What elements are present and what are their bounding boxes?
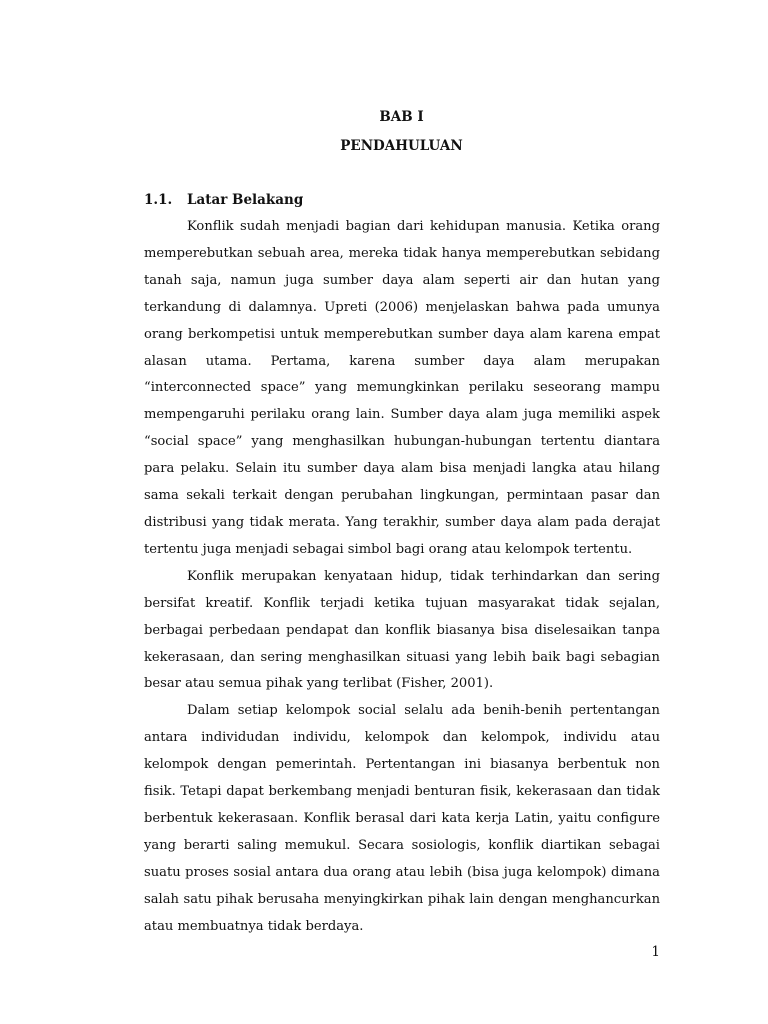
- paragraph: Dalam setiap kelompok social selalu ada benih-benih pertentangan antara individudan individu, kelompok dan kelompok, individu atau kelompok dengan pemerintah. Pertentangan ini biasanya berbentuk non fisik. Tetapi dapat berkembang menjadi benturan fisik, kekerasaan dan tidak berbentuk kekerasaan. Konflik berasal dari kata kerja Latin, yaitu configure yang berarti saling memukul. Secara sosiologis, konflik diartikan sebagai suatu proses sosial antara dua orang atau lebih (bisa juga kelompok) dimana salah satu pihak berusaha menyingkirkan pihak lain dengan menghancurkan atau membuatnya tidak berdaya.: [144, 703, 660, 934]
- body-text: [144, 214, 660, 940]
- paragraph: Konflik merupakan kenyataan hidup, tidak terhindarkan dan sering bersifat kreatif. Konflik terjadi ketika tujuan masyarakat tidak sejalan, berbagai perbedaan pendapat dan konflik biasanya bisa diselesaikan tanpa kekerasaan, dan sering menghasilkan situasi yang lebih baik bagi sebagian besar atau semua pihak yang terlibat (Fisher, 2001).: [144, 568, 660, 692]
- paragraph: Konflik sudah menjadi bagian dari kehidupan manusia. Ketika orang memperebutkan sebuah area, mereka tidak hanya memperebutkan sebidang tanah saja, namun juga sumber daya alam seperti air dan hutan yang terkandung di dalamnya. Upreti (2006) menjelaskan bahwa pada umunya orang berkompetisi untuk memperebutkan sumber daya alam karena empat alasan utama. Pertama, karena sumber daya alam merupakan “interconnected space” yang memungkinkan perilaku seseorang mampu mempengaruhi perilaku orang lain. Sumber daya alam juga memiliki aspek “social space” yang menghasilkan hubungan-hubungan tertentu diantara para pelaku. Selain itu sumber daya alam bisa menjadi langka atau hilang sama sekali terkait dengan perubahan lingkungan, permintaan pasar dan distribusi yang tidak merata. Yang terakhir, sumber daya alam pada derajat tertentu juga menjadi sebagai simbol bagi orang atau kelompok tertentu.: [144, 219, 660, 557]
- chapter-label: BAB I: [379, 109, 424, 125]
- page-number: 1: [651, 944, 660, 960]
- section-title: Latar Belakang: [187, 192, 304, 208]
- chapter-title: PENDAHULUAN: [340, 138, 463, 154]
- section-number: 1.1.: [144, 192, 173, 208]
- section-heading: [144, 191, 303, 209]
